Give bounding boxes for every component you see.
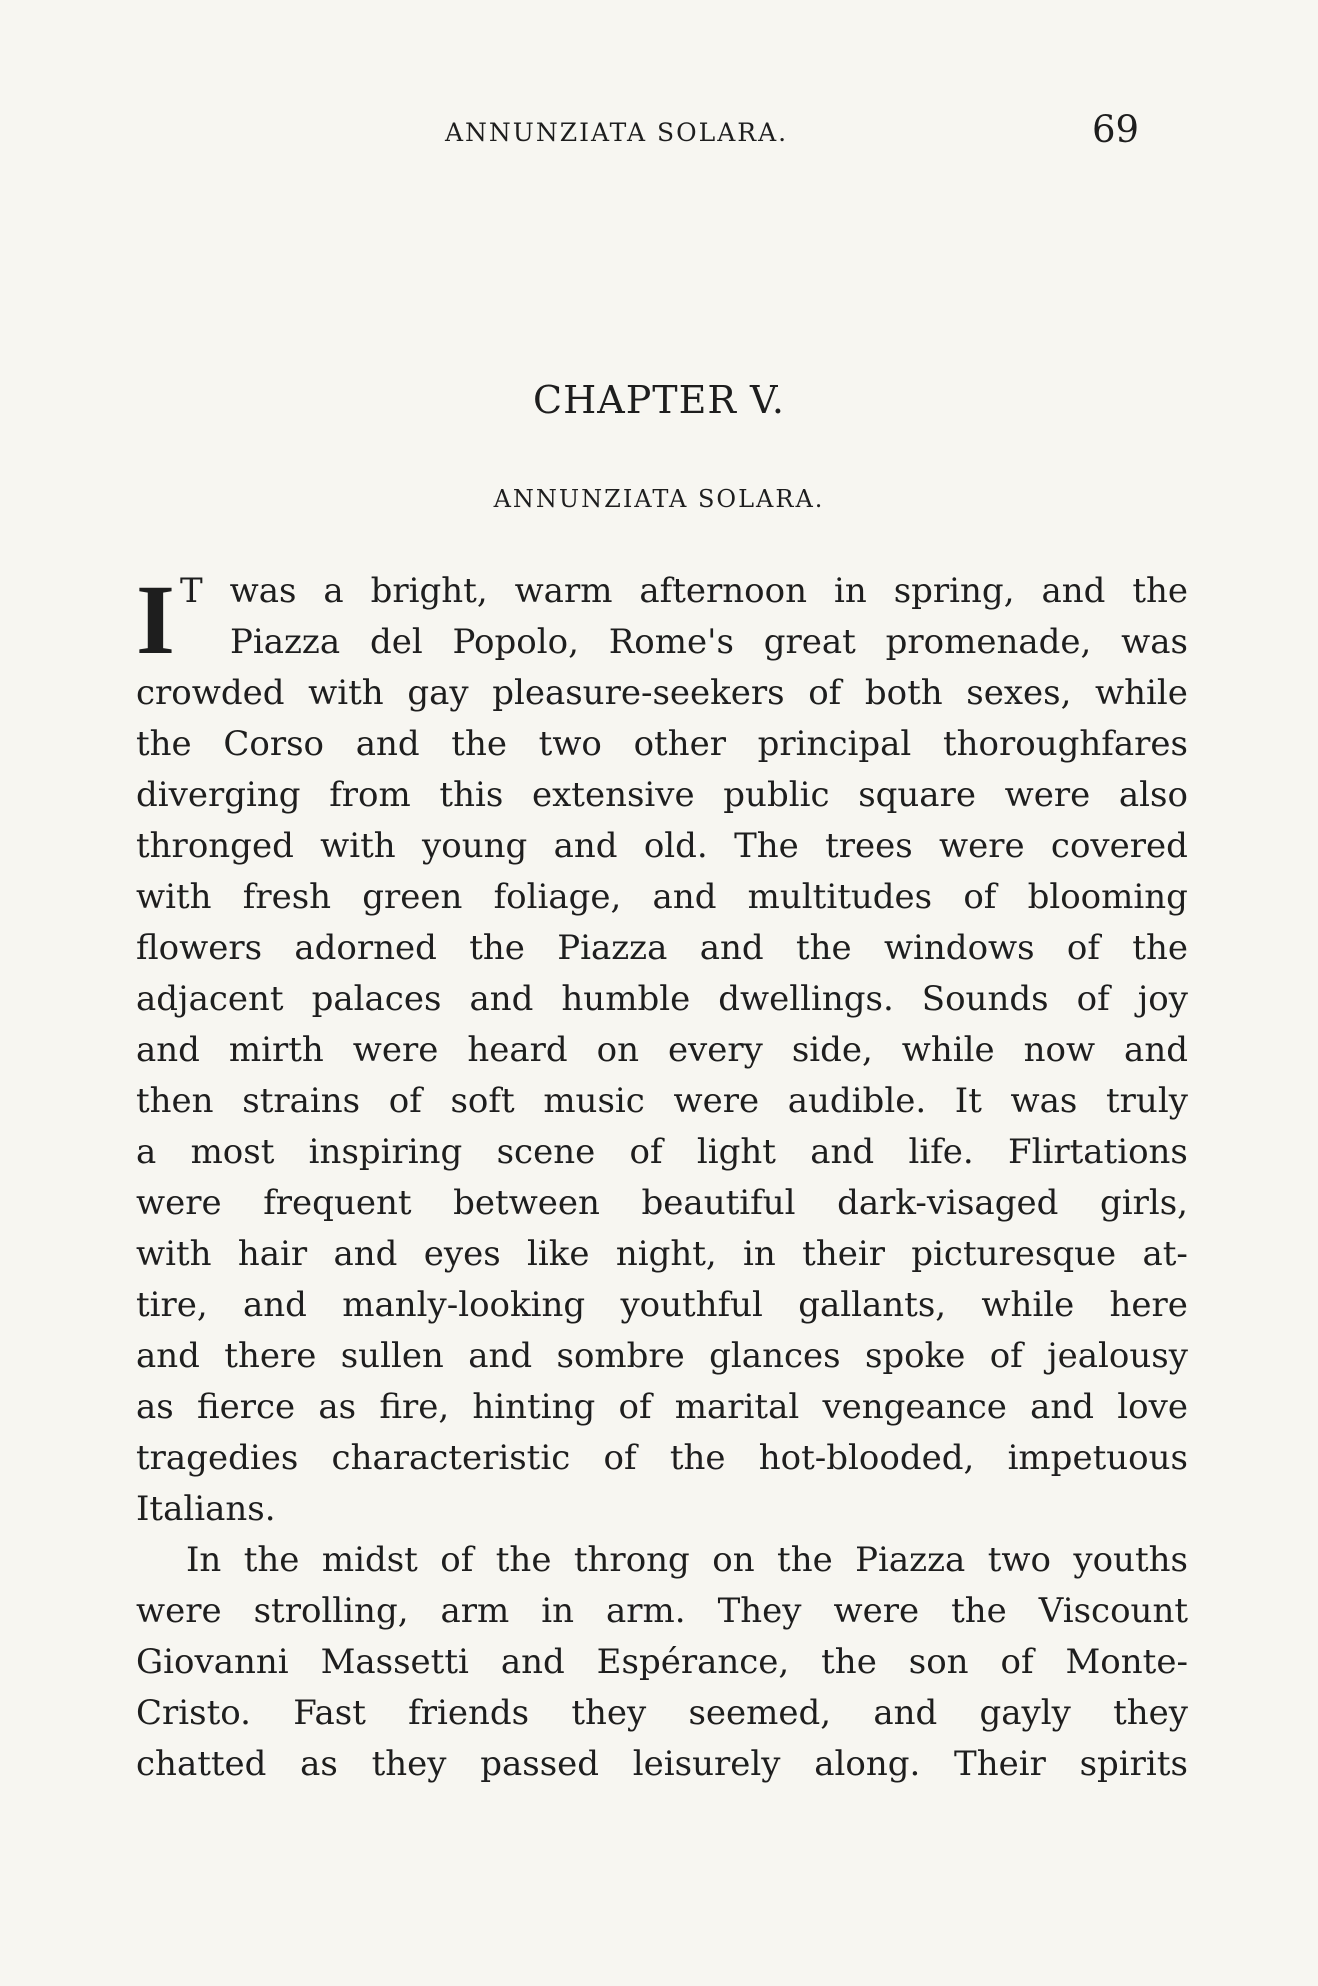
word: throng [573, 1540, 690, 1580]
word: and [652, 877, 717, 917]
word: afternoon [639, 571, 808, 611]
word: of [989, 1336, 1023, 1376]
word: of [388, 1081, 422, 1121]
word: T [180, 571, 203, 611]
word: two [987, 1540, 1051, 1580]
word: and [553, 826, 618, 866]
text-line [136, 1280, 1188, 1331]
word: mirth [228, 1030, 324, 1070]
word: and [810, 1132, 875, 1172]
word: dwellings. [718, 979, 894, 1019]
word: between [453, 1183, 600, 1223]
word: spoke [864, 1336, 966, 1376]
word: Espérance, [596, 1642, 790, 1682]
word: promenade, [885, 622, 1092, 662]
text-line [136, 1535, 1188, 1586]
word: beautiful [641, 1183, 796, 1223]
text-line [136, 617, 1188, 668]
word: fresh [242, 877, 332, 917]
chapter-subtitle: ANNUNZIATA SOLARA. [493, 485, 825, 513]
word: were [673, 1081, 760, 1121]
word: were [939, 826, 1025, 866]
page-number: 69 [1092, 108, 1140, 151]
word: Piazza [855, 1540, 966, 1580]
word: sexes, [966, 673, 1072, 713]
word: covered [1050, 826, 1188, 866]
word: Piazza [557, 928, 668, 968]
word: and [469, 979, 534, 1019]
word: here [1109, 1285, 1188, 1325]
text-line [136, 1433, 1188, 1484]
word: the [136, 724, 192, 764]
word: they [371, 1744, 447, 1784]
running-title: ANNUNZIATA SOLARA. [445, 118, 789, 147]
word: leisurely [632, 1744, 781, 1784]
word: love [1117, 1387, 1188, 1427]
word: Piazza [230, 622, 341, 662]
word: this [439, 775, 504, 815]
word: multitudes [747, 877, 933, 917]
word: fire, [379, 1387, 450, 1427]
word: of [440, 1540, 474, 1580]
word: eyes [423, 1234, 501, 1274]
word: characteristic [331, 1438, 571, 1478]
word: thronged [136, 826, 294, 866]
word: Corso [223, 724, 325, 764]
word: on [596, 1030, 639, 1070]
word: Giovanni [136, 1642, 289, 1682]
word: hinting [472, 1387, 596, 1427]
word: bright, [370, 571, 488, 611]
word: and [333, 1234, 398, 1274]
text-line [136, 1382, 1188, 1433]
word: other [633, 724, 726, 764]
word: in [541, 1591, 575, 1631]
word: was [1010, 1081, 1078, 1121]
word: arm. [606, 1591, 686, 1631]
word: windows [883, 928, 1035, 968]
word: at- [1142, 1234, 1188, 1274]
word: soft [450, 1081, 515, 1121]
word: and [355, 724, 420, 764]
word: of [963, 877, 997, 917]
word: of [1066, 928, 1100, 968]
word: Cristo. [136, 1693, 251, 1733]
word: passed [480, 1744, 600, 1784]
text-line [136, 1025, 1188, 1076]
word: the [1132, 928, 1188, 968]
word: of [603, 1438, 637, 1478]
word: and [243, 1285, 307, 1325]
word: blooming [1027, 877, 1188, 917]
word: also [1118, 775, 1188, 815]
text-line [136, 1586, 1188, 1637]
word: night, [615, 1234, 717, 1274]
word: were [136, 1183, 222, 1223]
word: Italians. [136, 1489, 276, 1529]
word: of [1000, 1642, 1034, 1682]
word: the [669, 1438, 726, 1478]
word: in [743, 1234, 776, 1274]
word: Viscount [1038, 1591, 1188, 1631]
word: Massetti [320, 1642, 469, 1682]
word: trees [825, 826, 913, 866]
word: tragedies [136, 1438, 299, 1478]
word: a [136, 1132, 157, 1172]
text-line [136, 668, 1188, 719]
word: youthful [620, 1285, 763, 1325]
word: It [954, 1081, 982, 1121]
word: while [1095, 673, 1188, 713]
text-line [136, 821, 1188, 872]
word: light [696, 1132, 776, 1172]
word: the [451, 724, 507, 764]
word: scene [496, 1132, 596, 1172]
word: foliage, [493, 877, 622, 917]
text-line [136, 1688, 1188, 1739]
text-line [136, 1739, 1188, 1790]
word: picturesque [911, 1234, 1117, 1274]
word: Popolo, [452, 622, 579, 662]
word: with [136, 1234, 212, 1274]
word: music [543, 1081, 645, 1121]
word: while [901, 1030, 995, 1070]
word: gayly [979, 1693, 1071, 1733]
text-line [136, 566, 1188, 617]
word: spring, [893, 571, 1015, 611]
word: the [777, 1540, 833, 1580]
word: The [734, 826, 799, 866]
word: principal [757, 724, 912, 764]
word: as [300, 1744, 338, 1784]
word: Flirtations [1008, 1132, 1188, 1172]
word: of [629, 1132, 663, 1172]
word: hot-blooded, [758, 1438, 975, 1478]
text-line [136, 872, 1188, 923]
word: was [229, 571, 297, 611]
word: on [712, 1540, 755, 1580]
word: sullen [340, 1336, 444, 1376]
word: a [323, 571, 344, 611]
text-line [136, 1127, 1188, 1178]
word: the [821, 1642, 877, 1682]
word: thoroughfares [942, 724, 1188, 764]
text-line [136, 1484, 1188, 1535]
word: adjacent [136, 979, 284, 1019]
word: young [422, 826, 528, 866]
word: of [618, 1387, 652, 1427]
word: of [808, 673, 842, 713]
word: with [136, 877, 212, 917]
word: the [951, 1591, 1007, 1631]
text-line [136, 1076, 1188, 1127]
word: midst [321, 1540, 418, 1580]
word: two [538, 724, 602, 764]
word: pleasure-seekers [492, 673, 785, 713]
word: and [699, 928, 764, 968]
word: they [571, 1693, 647, 1733]
word: humble [561, 979, 691, 1019]
word: old. [643, 826, 708, 866]
word: crowded [136, 673, 285, 713]
word: was [1121, 622, 1188, 662]
word: and [136, 1336, 200, 1376]
word: marital [674, 1387, 800, 1427]
text-line [136, 1178, 1188, 1229]
word: were [136, 1591, 222, 1631]
word: side, [791, 1030, 873, 1070]
word: strolling, [253, 1591, 409, 1631]
word: gallants, [798, 1285, 947, 1325]
word: while [981, 1285, 1075, 1325]
word: vengeance [822, 1387, 1007, 1427]
word: and [1041, 571, 1106, 611]
chapter-text [136, 566, 1188, 1790]
word: seemed, [688, 1693, 832, 1733]
text-line [136, 974, 1188, 1025]
word: Rome's [608, 622, 734, 662]
word: were [833, 1591, 920, 1631]
word: from [329, 775, 411, 815]
word: fierce [196, 1387, 296, 1427]
word: their [802, 1234, 885, 1274]
running-head [0, 108, 1318, 158]
word: strains [242, 1081, 361, 1121]
word: impetuous [1007, 1438, 1188, 1478]
word: Sounds [921, 979, 1049, 1019]
word: now [1023, 1030, 1096, 1070]
word: the [495, 1540, 552, 1580]
word: palaces [311, 979, 442, 1019]
word: and [1030, 1387, 1095, 1427]
word: square [858, 775, 976, 815]
word: public [723, 775, 830, 815]
word: diverging [136, 775, 301, 815]
word: of [1076, 979, 1110, 1019]
word: hair [237, 1234, 308, 1274]
word: the [243, 1540, 300, 1580]
text-line [136, 1637, 1188, 1688]
word: flowers [136, 928, 263, 968]
word: del [369, 622, 423, 662]
word: like [527, 1234, 590, 1274]
word: with [320, 826, 396, 866]
word: the [795, 928, 852, 968]
word: inspiring [308, 1132, 463, 1172]
word: sombre [556, 1336, 685, 1376]
word: and [136, 1030, 200, 1070]
word: great [763, 622, 856, 662]
word: and [500, 1642, 565, 1682]
word: Monte- [1065, 1642, 1188, 1682]
word: gay [407, 673, 469, 713]
word: chatted [136, 1744, 267, 1784]
text-line [136, 719, 1188, 770]
word: jealousy [1047, 1336, 1188, 1376]
word: manly-looking [342, 1285, 586, 1325]
word: with [308, 673, 384, 713]
word: youths [1073, 1540, 1188, 1580]
word: green [362, 877, 463, 917]
word: were [352, 1030, 439, 1070]
word: girls, [1099, 1183, 1188, 1223]
word: they [1113, 1693, 1188, 1733]
word: and [873, 1693, 938, 1733]
word: spirits [1079, 1744, 1188, 1784]
word: tire, [136, 1285, 208, 1325]
text-line [136, 1229, 1188, 1280]
word: extensive [531, 775, 695, 815]
chapter-title: CHAPTER V. [533, 378, 785, 422]
word: adorned [294, 928, 437, 968]
word: Fast [293, 1693, 366, 1733]
word: most [190, 1132, 275, 1172]
drop-cap: I [136, 564, 175, 675]
word: audible. [787, 1081, 927, 1121]
word: as [136, 1387, 174, 1427]
word: as [318, 1387, 357, 1427]
word: Their [954, 1744, 1046, 1784]
word: then [136, 1081, 214, 1121]
word: life. [908, 1132, 974, 1172]
word: there [224, 1336, 317, 1376]
word: the [1132, 571, 1188, 611]
word: along. [814, 1744, 921, 1784]
word: joy [1137, 979, 1188, 1019]
word: in [833, 571, 867, 611]
word: warm [514, 571, 613, 611]
word: were [1004, 775, 1091, 815]
word: frequent [263, 1183, 412, 1223]
text-line [136, 1331, 1188, 1382]
word: dark-visaged [837, 1183, 1059, 1223]
word: glances [709, 1336, 841, 1376]
word: truly [1106, 1081, 1188, 1121]
word: every [667, 1030, 763, 1070]
text-line [136, 923, 1188, 974]
word: and [468, 1336, 533, 1376]
word: In [186, 1540, 222, 1580]
word: arm [440, 1591, 510, 1631]
word: heard [467, 1030, 568, 1070]
word: the [469, 928, 525, 968]
text-line [136, 770, 1188, 821]
word: and [1124, 1030, 1188, 1070]
word: both [864, 673, 943, 713]
word: son [908, 1642, 969, 1682]
word: They [717, 1591, 802, 1631]
word: friends [408, 1693, 530, 1733]
